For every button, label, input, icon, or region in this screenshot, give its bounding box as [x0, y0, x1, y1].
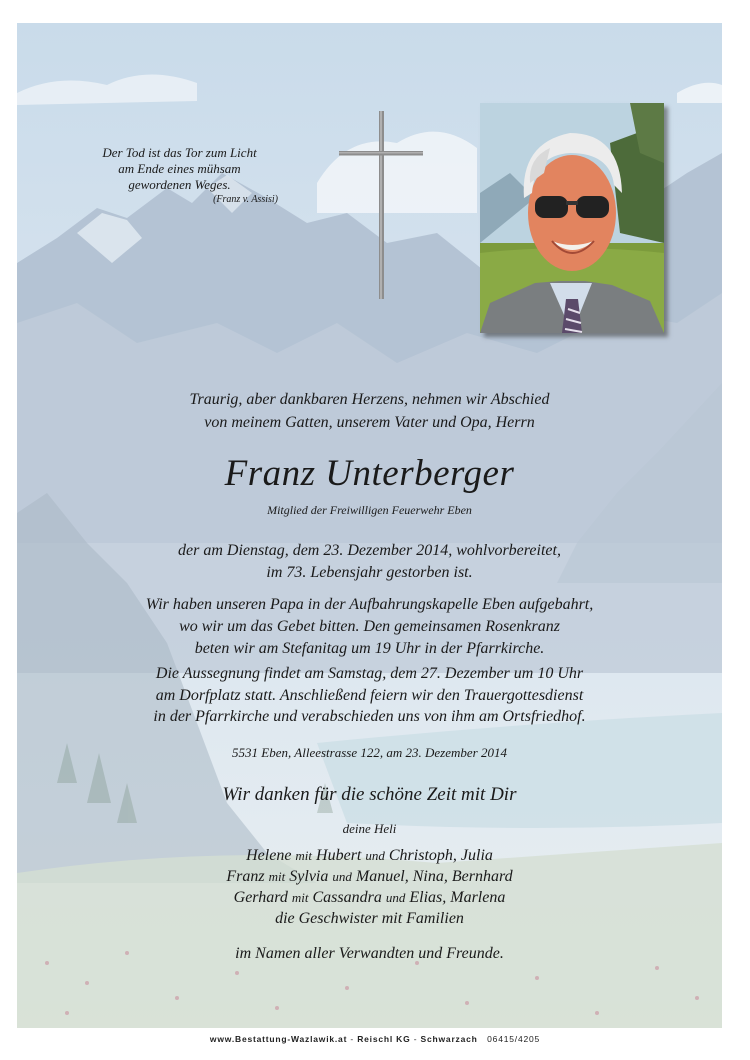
cloud	[17, 74, 197, 105]
paragraph-line: am Dorfplatz statt. Anschließend feiern wir den Trauergottesdienst	[155, 686, 584, 704]
paragraph-line: wo wir um das Gebet bitten. Den gemeinsamen Rosenkranz	[179, 618, 560, 635]
intro-line: Traurig, aber dankbaren Herzens, nehmen wir Abschied	[189, 391, 550, 408]
footer-website[interactable]: www.Bestattung-Wazlawik.at	[209, 1034, 348, 1044]
mourner-row: Franz mit Sylvia und Manuel, Nina, Bernhard	[226, 868, 513, 885]
quote-line: Der Tod ist das Tor zum Licht	[102, 145, 257, 160]
funeral-paragraph	[17, 663, 722, 728]
deceased-membership: Mitglied der Freiwilligen Feuerwehr Eben	[267, 503, 472, 517]
mourners-list	[17, 845, 722, 929]
mourner-row: die Geschwister mit Familien	[275, 910, 464, 927]
paragraph-line: im 73. Lebensjahr gestorben ist.	[266, 564, 473, 581]
quote-line: gewordenen Weges.	[128, 177, 231, 192]
intro-text	[17, 388, 722, 434]
viewing-paragraph	[17, 594, 722, 660]
intro-line: von meinem Gatten, unserem Vater und Opa, Herrn	[204, 414, 535, 431]
paragraph-line: Die Aussegnung findet am Samstag, dem 27. Dezember um 10 Uhr	[155, 665, 584, 682]
mourner-row: Gerhard mit Cassandra und Elias, Marlena	[233, 889, 506, 906]
relatives-line: im Namen aller Verwandten und Freunde.	[235, 945, 504, 962]
paragraph-line: in der Pfarrkirche und verabschieden uns von ihm am Ortsfriedhof.	[153, 708, 586, 725]
quote-line: am Ende eines mühsam	[118, 161, 241, 176]
lake	[317, 713, 722, 828]
footer-company: Reischl KG	[357, 1034, 411, 1044]
footer-funeral-home: www.Bestattung-Wazlawik.at - Reischl KG - Schwarzach 06415/4205	[209, 1034, 541, 1044]
deceased-name: Franz Unterberger	[224, 453, 515, 494]
cross-icon	[339, 111, 429, 301]
paragraph-line: der am Dienstag, dem 23. Dezember 2014, wohlvorbereitet,	[178, 542, 561, 559]
place-and-date: 5531 Eben, Alleestrasse 122, am 23. Dezember 2014	[232, 745, 507, 760]
paragraph-line: beten wir am Stefanitag um 19 Uhr in der Pfarrkirche.	[194, 640, 545, 657]
footer-phone: 06415/4205	[487, 1034, 541, 1044]
quote-author: (Franz v. Assisi)	[213, 194, 278, 205]
thanks-line: Wir danken für die schöne Zeit mit Dir	[222, 784, 517, 805]
portrait-photo	[480, 103, 664, 333]
paragraph-line: Wir haben unseren Papa in der Aufbahrungskapelle Eben aufgebahrt,	[145, 596, 594, 613]
quote-block	[77, 145, 282, 207]
death-paragraph	[17, 540, 722, 584]
mourner-row: Helene mit Hubert und Christoph, Julia	[246, 847, 493, 864]
obituary-card	[17, 23, 722, 1028]
footer-town: Schwarzach	[420, 1034, 478, 1044]
cloud	[677, 83, 722, 103]
signature-wife: deine Heli	[342, 821, 397, 836]
